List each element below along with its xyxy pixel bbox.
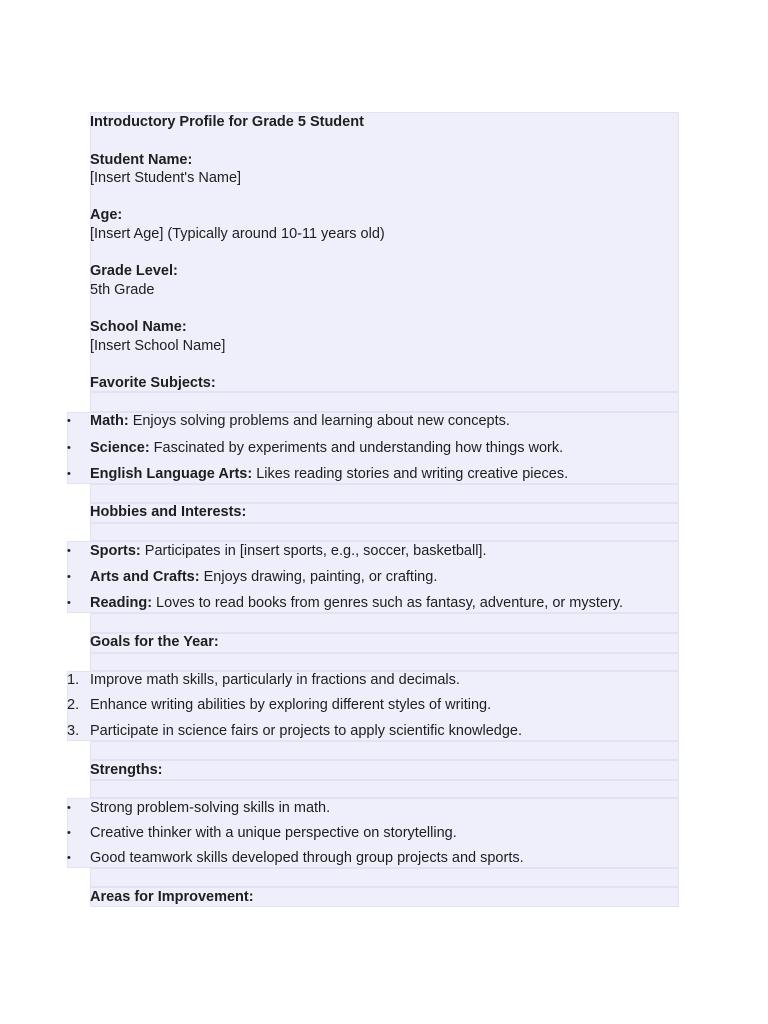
highlight-band-gap (90, 523, 679, 541)
bullet-icon: • (67, 468, 71, 480)
highlight-band-strengths-heading (90, 760, 679, 780)
list-item (90, 412, 510, 430)
list-item: Participate in science fairs or projects to apply scientific knowledge. (90, 723, 522, 739)
bullet-icon: • (67, 597, 71, 609)
highlight-band-gap (90, 780, 679, 798)
bullet-icon: • (67, 415, 71, 427)
list-item-label: Math: (90, 413, 129, 429)
list-item-text: Participates in [insert sports, e.g., soccer, basketball]. (140, 543, 487, 559)
highlight-band-gap (90, 741, 679, 760)
list-number: 2. (67, 697, 80, 713)
highlight-band-gap (90, 653, 679, 671)
bullet-icon: • (67, 545, 71, 557)
list-number: 1. (67, 672, 80, 688)
bullet-icon: • (67, 802, 71, 814)
list-item-label: Reading: (90, 595, 153, 611)
list-item-label: Arts and Crafts: (90, 569, 200, 585)
highlight-band-gap (90, 868, 679, 887)
document-title: Introductory Profile for Grade 5 Student (90, 114, 364, 130)
hobbies-heading: Hobbies and Interests: (90, 504, 247, 520)
list-item (90, 465, 568, 483)
highlight-band-gap (90, 392, 679, 412)
list-item-text: Enjoys drawing, painting, or crafting. (199, 569, 438, 585)
bullet-icon: • (67, 827, 71, 839)
student-name-value: [Insert Student's Name] (90, 170, 242, 186)
goals-heading: Goals for the Year: (90, 634, 219, 650)
grade-level-label: Grade Level: (90, 263, 178, 279)
list-item (90, 568, 437, 586)
list-item: Creative thinker with a unique perspective on storytelling. (90, 825, 457, 841)
list-item (90, 594, 623, 612)
list-item-label: Sports: (90, 543, 141, 559)
age-label: Age: (90, 207, 123, 223)
highlight-band-gap (90, 613, 679, 633)
student-name-label: Student Name: (90, 152, 193, 168)
list-item-text: Enjoys solving problems and learning about new concepts. (128, 413, 510, 429)
list-item-label: Science: (90, 440, 150, 456)
list-item: Improve math skills, particularly in fractions and decimals. (90, 672, 460, 688)
list-number: 3. (67, 723, 80, 739)
age-value: [Insert Age] (Typically around 10-11 years old) (90, 226, 385, 242)
list-item-text: Likes reading stories and writing creative pieces. (252, 466, 569, 482)
improvement-heading: Areas for Improvement: (90, 889, 254, 905)
list-item-text: Loves to read books from genres such as fantasy, adventure, or mystery. (152, 595, 623, 611)
list-item (90, 439, 563, 457)
list-item: Good teamwork skills developed through group projects and sports. (90, 850, 524, 866)
list-item: Strong problem-solving skills in math. (90, 800, 331, 816)
bullet-icon: • (67, 571, 71, 583)
list-item-text: Fascinated by experiments and understanding how things work. (149, 440, 564, 456)
list-item-label: English Language Arts: (90, 466, 253, 482)
bullet-icon: • (67, 852, 71, 864)
highlight-band-gap (90, 484, 679, 503)
school-name-label: School Name: (90, 319, 187, 335)
grade-level-value: 5th Grade (90, 282, 155, 298)
bullet-icon: • (67, 442, 71, 454)
school-name-value: [Insert School Name] (90, 338, 226, 354)
list-item (90, 542, 487, 560)
list-item: Enhance writing abilities by exploring different styles of writing. (90, 697, 492, 713)
strengths-heading: Strengths: (90, 762, 163, 778)
favorite-subjects-heading: Favorite Subjects: (90, 375, 216, 391)
